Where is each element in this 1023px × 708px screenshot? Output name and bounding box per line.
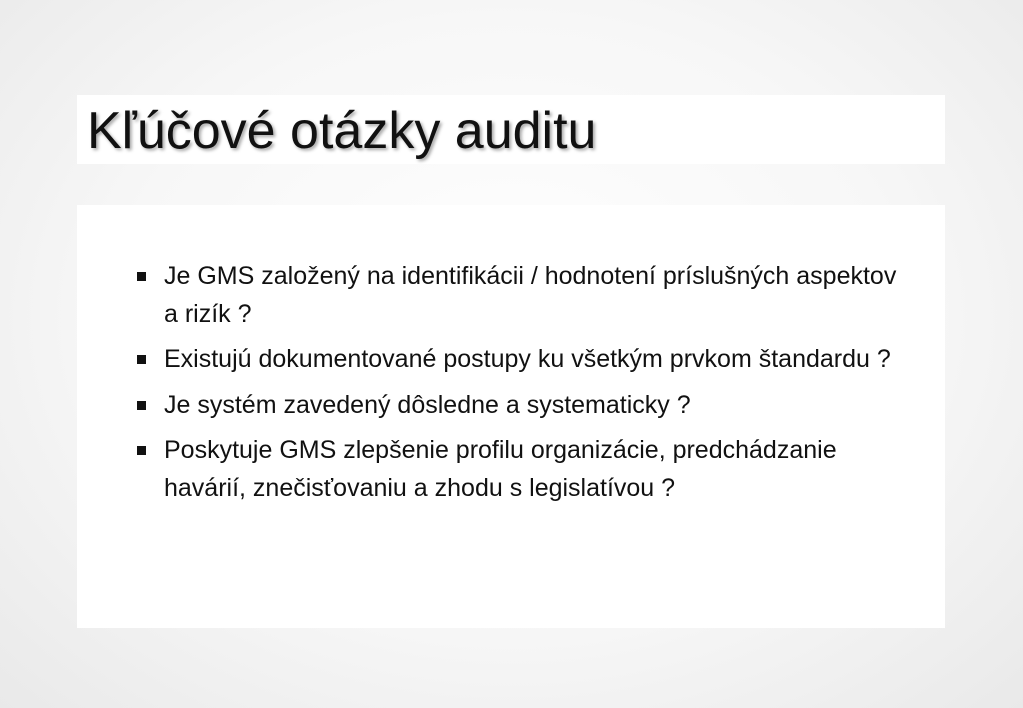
bullet-item bbox=[137, 387, 917, 425]
bullet-text: Je systém zavedený dôsledne a systematicky ? bbox=[164, 390, 691, 419]
title-box bbox=[77, 95, 945, 164]
bullet-item bbox=[137, 258, 917, 333]
bullet-text: Je GMS založený na identifikácii / hodnotení príslušných aspektov a rizík ? bbox=[164, 262, 897, 328]
square-bullet-icon bbox=[137, 401, 146, 410]
bullet-item bbox=[137, 341, 917, 379]
bullet-list bbox=[137, 258, 917, 515]
bullet-item bbox=[137, 432, 917, 507]
square-bullet-icon bbox=[137, 272, 146, 281]
slide-title: Kľúčové otázky auditu bbox=[87, 102, 597, 160]
content-box bbox=[77, 205, 945, 628]
square-bullet-icon bbox=[137, 355, 146, 364]
bullet-text: Poskytuje GMS zlepšenie profilu organizácie, predchádzanie havárií, znečisťovaniu a zhodu s legislatívou ? bbox=[164, 436, 837, 502]
bullet-text: Existujú dokumentované postupy ku všetkým prvkom štandardu ? bbox=[164, 345, 891, 373]
square-bullet-icon bbox=[137, 446, 146, 455]
